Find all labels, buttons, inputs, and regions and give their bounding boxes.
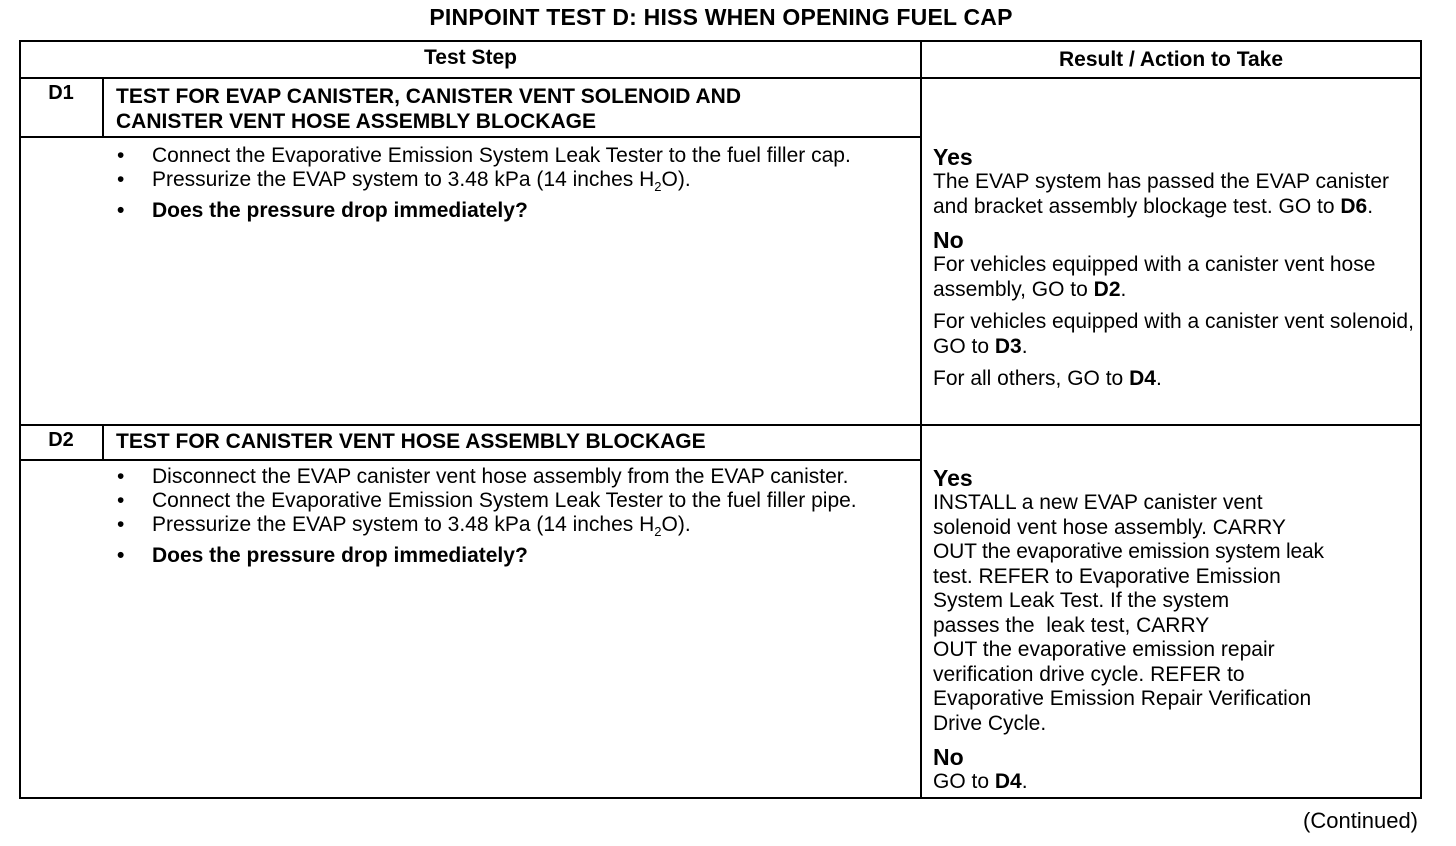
yes-line: Drive Cycle. <box>933 711 1047 735</box>
column-divider <box>920 40 922 799</box>
id-column-divider-d2 <box>102 425 104 460</box>
period: . <box>1155 367 1162 390</box>
id-column-divider-d1 <box>102 78 104 137</box>
list-item-question: • Does the pressure drop immediately? <box>117 544 857 568</box>
list-item <box>117 513 857 544</box>
step-title-d1-line1: TEST FOR EVAP CANISTER, CANISTER VENT SOLENOID AND <box>116 85 741 108</box>
no-text-d1-3-body: For all others, GO to <box>933 367 1124 390</box>
no-text-d2 <box>933 770 1420 795</box>
yes-label-d1: Yes <box>933 144 973 170</box>
no-text-d1-1-body: For vehicles equipped with a canister vent hose assembly, GO to <box>933 253 1376 301</box>
period: . <box>1021 334 1028 358</box>
continued-note: (Continued) <box>1303 808 1418 833</box>
step-title-d1-line2: CANISTER VENT HOSE ASSEMBLY BLOCKAGE <box>116 110 596 133</box>
list-item-text-tail: O). <box>661 513 691 536</box>
yes-text-d1-body: The EVAP system has passed the EVAP canister and bracket assembly blockage test. GO to <box>933 170 1390 218</box>
yes-line: verification drive cycle. REFER to <box>933 662 1245 686</box>
ref-d4: D4 <box>1129 367 1156 390</box>
period: . <box>1367 194 1374 218</box>
yes-line: Evaporative Emission Repair Verification <box>933 687 1312 710</box>
list-item: • Connect the Evaporative Emission System Leak Tester to the fuel filler pipe. <box>117 489 857 513</box>
list-item-text-tail: O). <box>661 168 691 191</box>
list-item: • Connect the Evaporative Emission System Leak Tester to the fuel filler cap. <box>117 144 857 168</box>
yes-line: test. REFER to Evaporative Emission <box>933 564 1281 588</box>
d1-title-rule <box>19 136 921 138</box>
no-text-d1-2 <box>933 310 1418 359</box>
no-text-d1-2-body: For vehicles equipped with a canister vent solenoid, GO to <box>933 310 1414 358</box>
subscript: 2 <box>654 179 662 195</box>
step-d2-bullets <box>117 465 857 568</box>
ref-d3: D3 <box>994 334 1022 358</box>
ref-d6: D6 <box>1340 194 1368 218</box>
step-id-d1: D1 <box>48 82 74 104</box>
list-item-text: Pressurize the EVAP system to 3.48 kPa (14 inches H <box>152 513 655 536</box>
ref-d2: D2 <box>1093 277 1121 301</box>
d2-title-rule <box>19 459 921 461</box>
subscript: 2 <box>654 524 662 540</box>
list-item-question: • Does the pressure drop immediately? <box>117 199 857 223</box>
yes-line: solenoid vent hose assembly. CARRY <box>933 515 1286 539</box>
no-text-d1-3 <box>933 367 1418 392</box>
ref-d4: D4 <box>994 770 1022 793</box>
yes-line: System Leak Test. If the system <box>933 589 1230 612</box>
list-item <box>117 168 857 199</box>
list-item-text: Pressurize the EVAP system to 3.48 kPa (14 inches H <box>152 168 655 191</box>
yes-text-d2 <box>933 491 1420 736</box>
yes-label-d2: Yes <box>933 465 973 491</box>
result-d2 <box>933 465 1420 795</box>
no-label-d2: No <box>933 744 964 770</box>
header-test-step: Test Step <box>424 46 517 69</box>
header-rule <box>19 77 1422 79</box>
yes-line: passes the leak test, CARRY <box>933 613 1210 637</box>
no-text-d2-body: GO to <box>933 770 990 793</box>
no-label-d1: No <box>933 227 964 253</box>
no-text-d1-1 <box>933 253 1418 302</box>
yes-line: OUT the evaporative emission system leak <box>933 540 1324 563</box>
step-title-d2: TEST FOR CANISTER VENT HOSE ASSEMBLY BLOCKAGE <box>116 430 706 453</box>
step-title-d1 <box>116 84 916 134</box>
period: . <box>1021 770 1028 793</box>
period: . <box>1120 277 1127 301</box>
step-d1-bullets <box>117 144 857 223</box>
d1-d2-separator <box>19 424 1422 426</box>
yes-line: INSTALL a new EVAP canister vent <box>933 491 1263 514</box>
result-d1 <box>933 144 1418 392</box>
yes-text-d1 <box>933 170 1418 219</box>
list-item: • Disconnect the EVAP canister vent hose assembly from the EVAP canister. <box>117 465 857 489</box>
page-title: PINPOINT TEST D: HISS WHEN OPENING FUEL CAP <box>429 4 1013 30</box>
step-id-d2: D2 <box>48 429 74 451</box>
header-result-action: Result / Action to Take <box>1058 48 1284 71</box>
yes-line: OUT the evaporative emission repair <box>933 638 1275 661</box>
